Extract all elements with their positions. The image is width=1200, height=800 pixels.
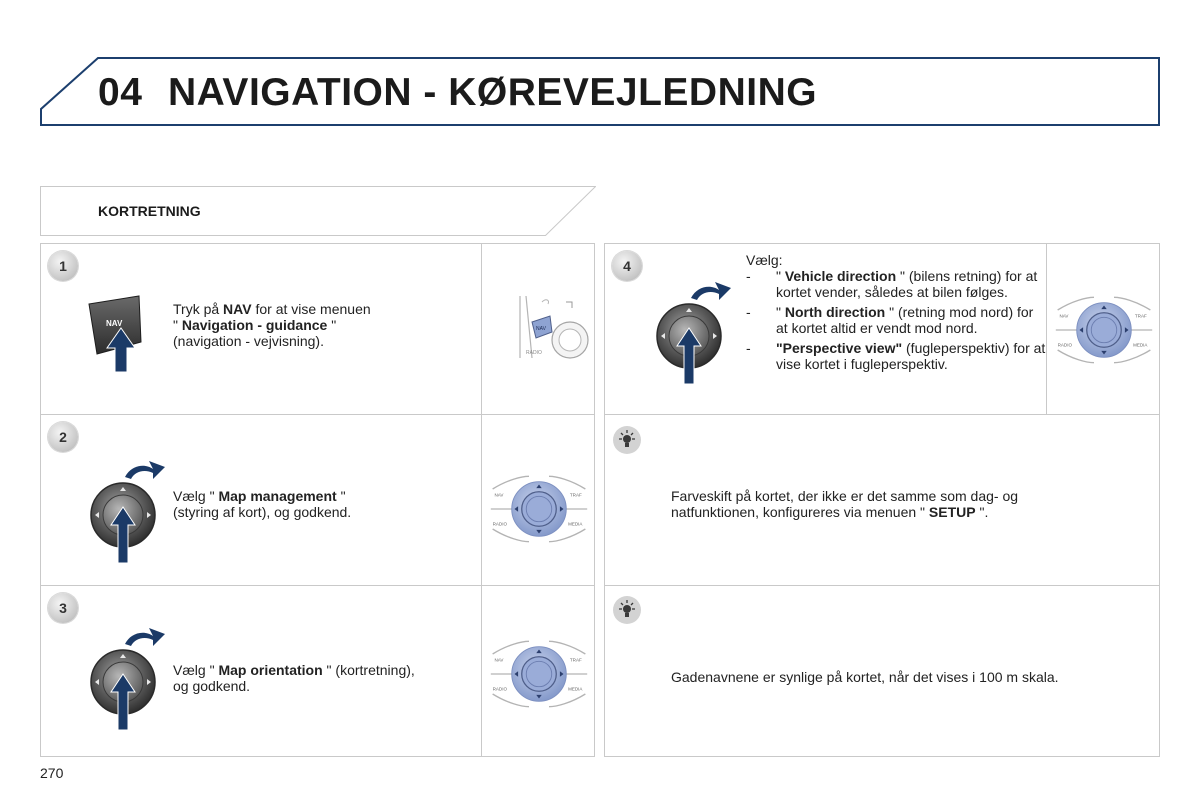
- knob-traf-label: TRAF: [1134, 313, 1147, 319]
- rotary-knob-icon: [653, 280, 733, 390]
- step-panel-3: [40, 585, 595, 757]
- step-2-image: [481, 415, 595, 585]
- step-1-text: Tryk på NAV for at vise menuen " Navigation - guidance " (navigation - vejvisning).: [173, 301, 371, 349]
- knob-traf-label: TRAF: [569, 492, 582, 498]
- tip-panel-2: [604, 585, 1160, 757]
- step-number-badge: 2: [48, 422, 78, 452]
- option-perspective-view: - "Perspective view" (fugleperspektiv) for at vise kortet i fugleperspektiv.: [746, 340, 1046, 372]
- chapter-header: [40, 57, 1160, 126]
- knob-traf-label: TRAF: [569, 657, 582, 663]
- step-panel-4: [604, 243, 1160, 415]
- knob-radio-label: RADIO: [492, 686, 507, 692]
- chapter-title: NAVIGATION - KØREVEJLEDNING: [168, 71, 818, 114]
- tip-1-text: Farveskift på kortet, der ikke er det samme som dag- og natfunktionen, konfigureres via menuen " SETUP ".: [671, 488, 1019, 520]
- rotary-knob-icon: [87, 459, 167, 569]
- lightbulb-icon: [612, 595, 642, 625]
- page-number: 270: [40, 765, 64, 781]
- step-2-text: Vælg " Map management " (styring af kort), og godkend.: [173, 488, 352, 520]
- chapter-number: 04: [98, 71, 143, 114]
- step-panel-1: [40, 243, 595, 415]
- tip-2-text: Gadenavnene er synlige på kortet, når det vises i 100 m skala.: [671, 669, 1059, 685]
- console-nav-icon: [510, 292, 590, 372]
- knob-radio-label: RADIO: [492, 521, 507, 527]
- option-north-direction: - " North direction " (retning mod nord) for at kortet altid er vendt mod nord.: [746, 304, 1046, 336]
- knob-nav-label: NAV: [494, 657, 504, 663]
- knob-media-label: MEDIA: [1133, 342, 1148, 348]
- option-list: [746, 268, 1046, 372]
- nav-button-icon: [81, 294, 161, 384]
- console-nav-label: NAV: [536, 326, 546, 332]
- knob-nav-label: NAV: [494, 492, 504, 498]
- step-panel-2: [40, 414, 595, 586]
- console-knob-icon: [489, 636, 589, 712]
- knob-media-label: MEDIA: [568, 686, 583, 692]
- lightbulb-icon: [612, 425, 642, 455]
- step-4-image: [1046, 244, 1160, 414]
- console-knob-icon: [1054, 292, 1154, 368]
- knob-radio-label: RADIO: [1057, 342, 1072, 348]
- knob-media-label: MEDIA: [568, 521, 583, 527]
- console-knob-icon: [489, 471, 589, 547]
- rotary-knob-icon: [87, 626, 167, 736]
- step-number-badge: 3: [48, 593, 78, 623]
- option-vehicle-direction: - " Vehicle direction " (bilens retning) for at kortet vender, således at bilen følges.: [746, 268, 1046, 300]
- step-3-text: Vælg " Map orientation " (kortretning), og godkend.: [173, 662, 415, 694]
- console-radio-label: RADIO: [526, 350, 542, 356]
- step-number-badge: 1: [48, 251, 78, 281]
- tip-panel-1: [604, 414, 1160, 586]
- section-tab: [40, 186, 596, 236]
- step-number-badge: 4: [612, 251, 642, 281]
- step-4-text: [746, 252, 1046, 372]
- step-1-image: [481, 244, 595, 414]
- knob-nav-label: NAV: [1059, 313, 1069, 319]
- step-4-intro: Vælg:: [746, 252, 783, 268]
- step-3-image: [481, 586, 595, 756]
- section-title: KORTRETNING: [98, 203, 201, 219]
- nav-button-label: NAV: [106, 319, 123, 328]
